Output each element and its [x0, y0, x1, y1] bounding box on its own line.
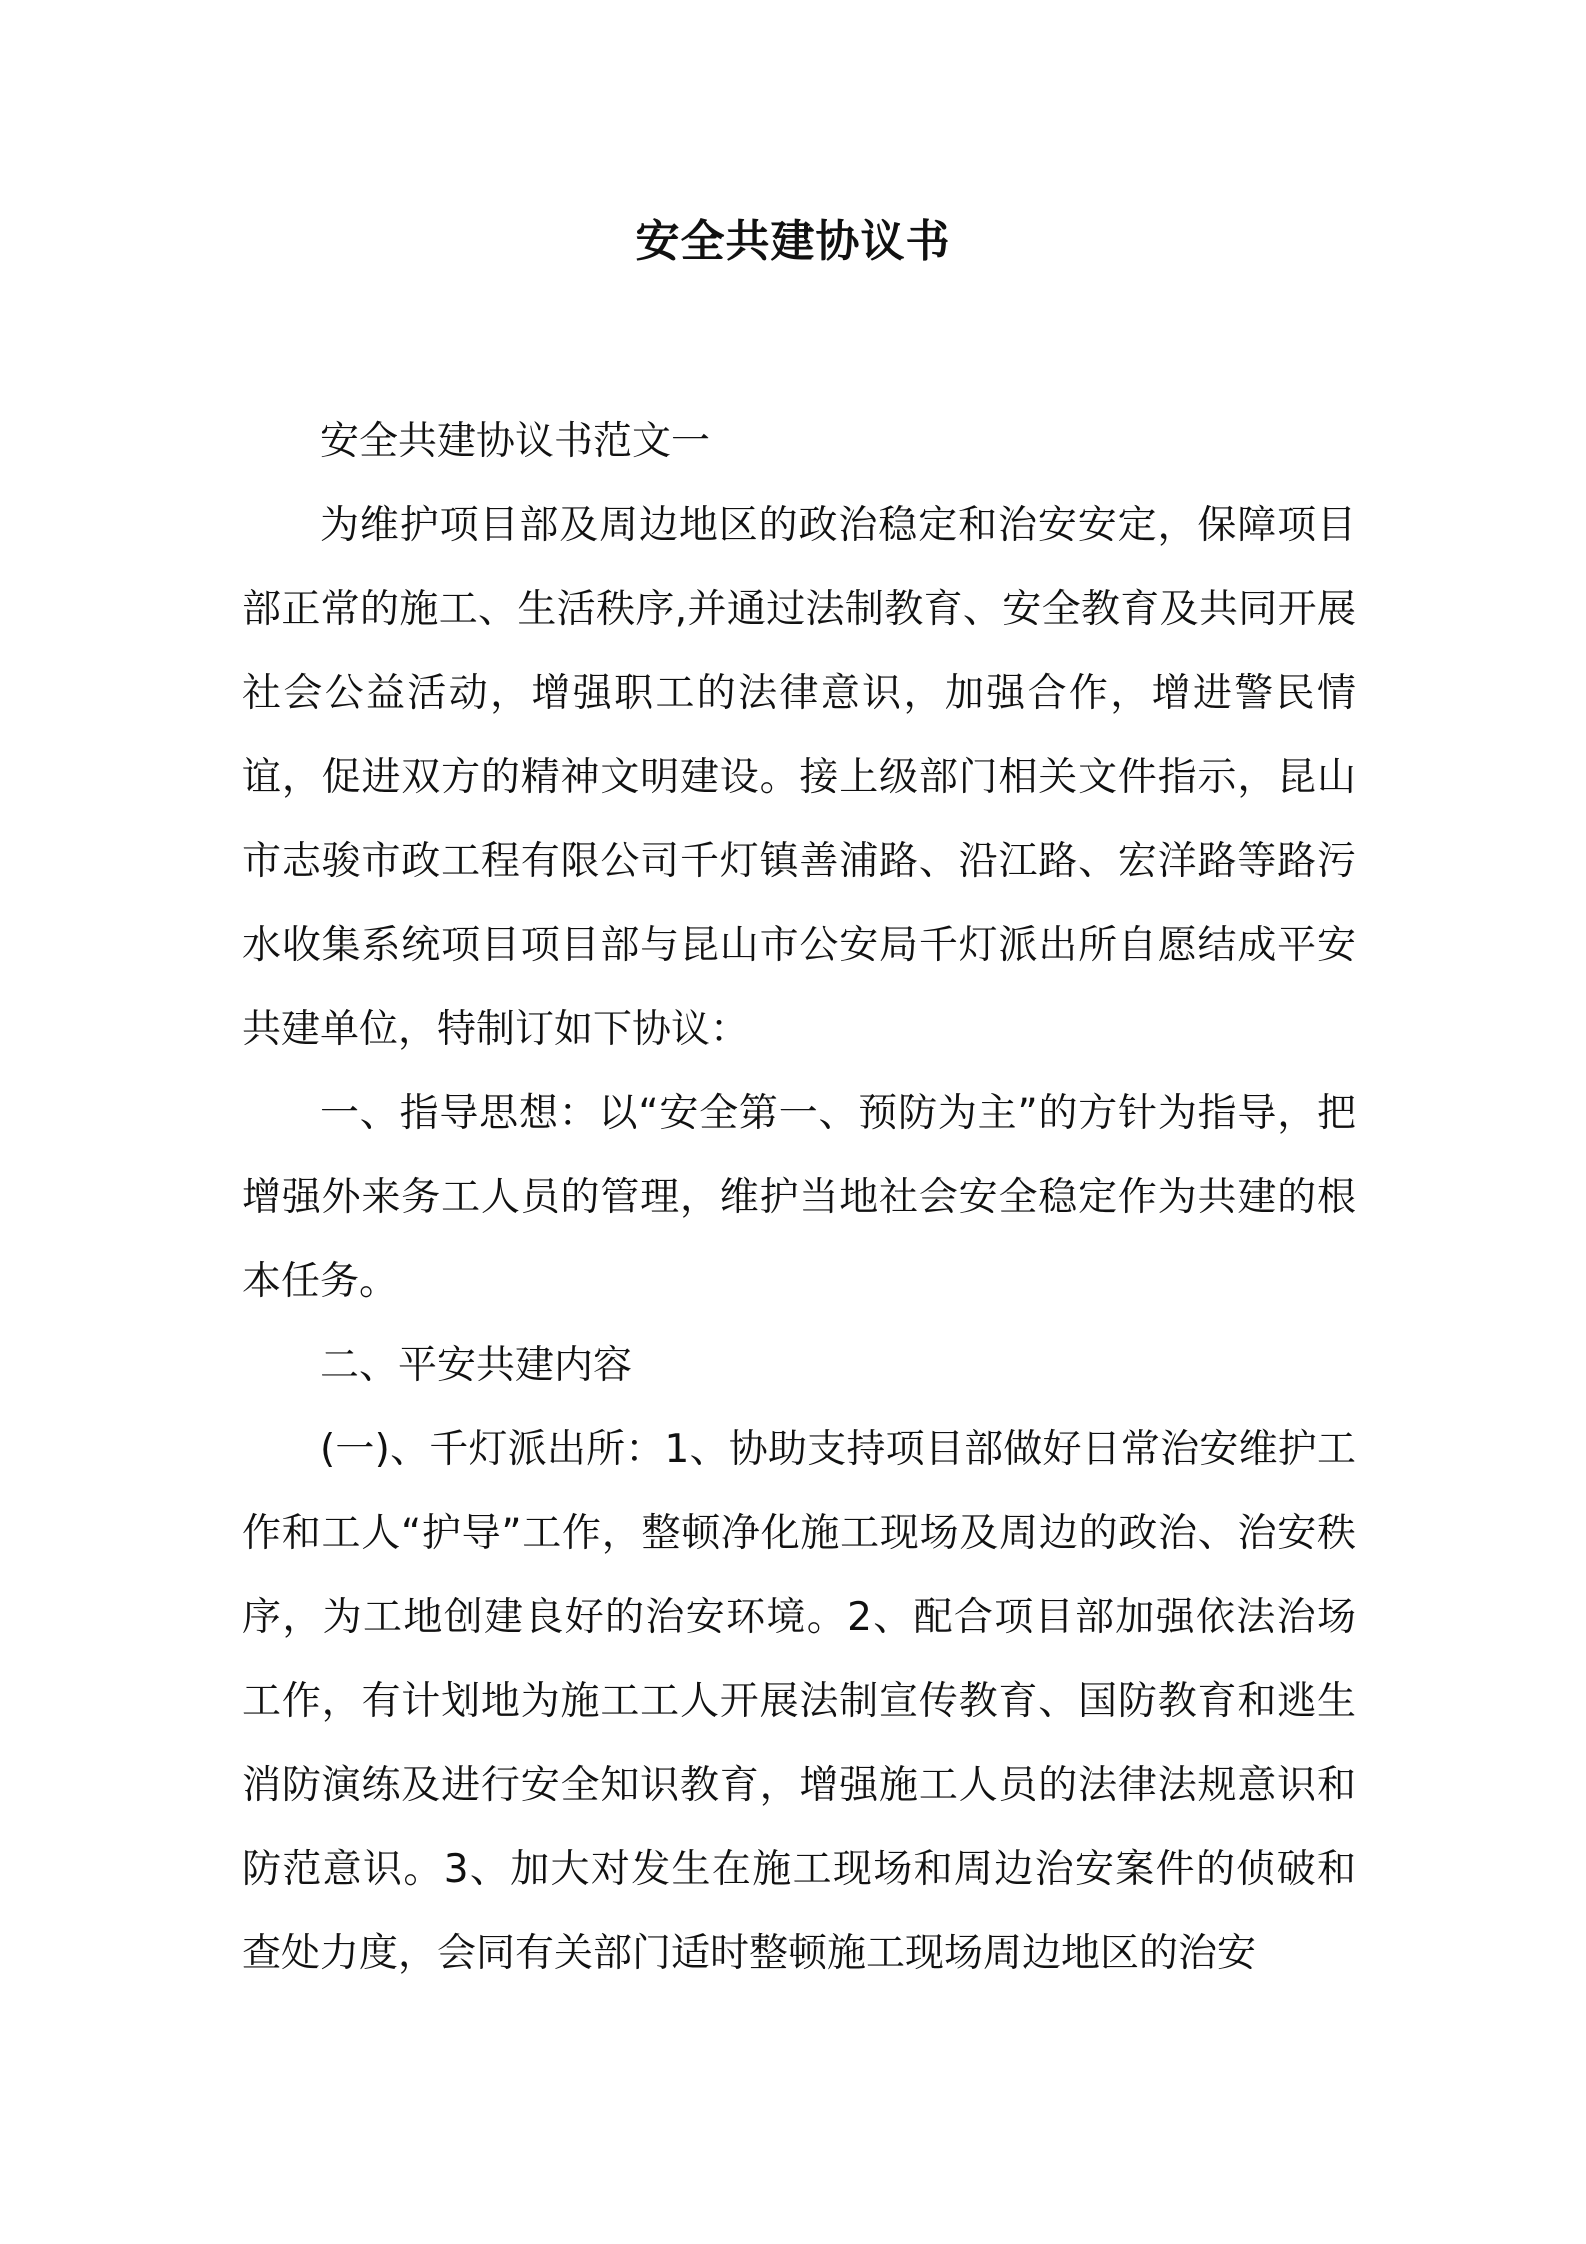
guiding-principle-paragraph: 一、指导思想：以“安全第一、预防为主”的方针为指导，把增强外来务工人员的管理，维护当地社会安全稳定作为共建的根本任务。	[242, 1091, 1356, 1304]
content-heading: 二、平安共建内容	[320, 1343, 633, 1388]
document-body	[242, 400, 1356, 1996]
police-station-duties-paragraph: (一)、千灯派出所：1、协助支持项目部做好日常治安维护工作和工人“护导”工作，整顿净化施工现场及周边的政治、治安秩序，为工地创建良好的治安环境。2、配合项目部加强依法治场工作，有计划地为施工工人开展法制宣传教育、国防教育和逃生消防演练及进行安全知识教育，增强施工人员的法律法规意识和防范意识。3、加大对发生在施工现场和周边治安案件的侦破和查处力度，会同有关部门适时整顿施工现场周边地区的治安	[242, 1427, 1356, 1976]
section-heading: 安全共建协议书范文一	[320, 419, 711, 464]
intro-paragraph: 为维护项目部及周边地区的政治稳定和治安安定，保障项目部正常的施工、生活秩序,并通过法制教育、安全教育及共同开展社会公益活动，增强职工的法律意识，加强合作，增进警民情谊，促进双方的精神文明建设。接上级部门相关文件指示，昆山市志骏市政工程有限公司千灯镇善浦路、沿江路、宏洋路等路污水收集系统项目项目部与昆山市公安局千灯派出所自愿结成平安共建单位，特制订如下协议：	[242, 503, 1356, 1052]
document-title: 安全共建协议书	[635, 216, 951, 267]
